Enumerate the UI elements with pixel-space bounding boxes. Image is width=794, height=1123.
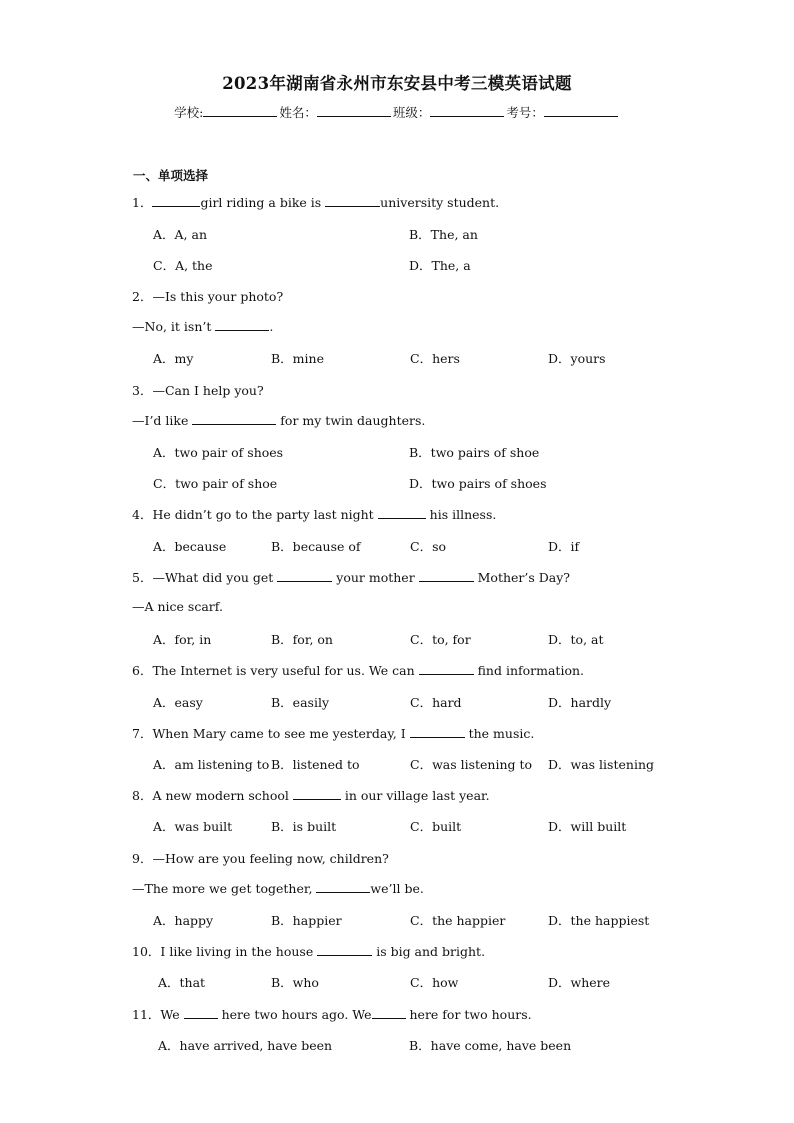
answer-blank xyxy=(293,787,341,800)
option-b[interactable]: B．is built xyxy=(271,819,337,834)
question-text: girl riding a bike is xyxy=(200,195,326,210)
answer-blank xyxy=(152,194,200,207)
student-info-line xyxy=(0,103,794,121)
reply-text: —No, it isn’t xyxy=(132,319,216,334)
question-1 xyxy=(132,193,499,211)
question-text: is big and bright. xyxy=(372,944,486,959)
option-c[interactable]: C．the happier xyxy=(410,913,506,928)
option-b[interactable]: B．The, an xyxy=(409,227,478,242)
option-c[interactable]: C．to, for xyxy=(410,632,471,647)
question-6 xyxy=(132,661,584,679)
option-a[interactable]: A．two pair of shoes xyxy=(153,445,284,460)
answer-blank xyxy=(410,725,465,738)
question-4 xyxy=(132,505,496,523)
option-c[interactable]: C．was listening to xyxy=(410,757,533,772)
question-text: 11．We xyxy=(132,1007,184,1022)
question-3-reply xyxy=(132,412,425,428)
question-9: 9．—How are you feeling now, children? xyxy=(132,851,389,866)
page-title: 2023年湖南省永州市东安县中考三模英语试题 xyxy=(222,74,572,93)
option-a[interactable]: A．am listening to xyxy=(153,757,270,772)
option-c[interactable]: C．how xyxy=(410,975,459,990)
reply-text: we’ll be. xyxy=(370,881,424,896)
option-d[interactable]: D．the happiest xyxy=(548,913,650,928)
reply-text: —I’d like xyxy=(132,413,193,428)
option-c[interactable]: C．so xyxy=(410,539,447,554)
option-a[interactable]: A．A, an xyxy=(153,227,208,242)
class-label: 班级： xyxy=(392,105,431,120)
question-text: Mother’s Day? xyxy=(473,570,571,585)
school-label: 学校: xyxy=(174,105,204,120)
option-c[interactable]: C．hers xyxy=(410,351,460,366)
option-d[interactable]: D．if xyxy=(548,539,580,554)
answer-blank xyxy=(192,412,276,425)
option-c[interactable]: C．two pair of shoe xyxy=(153,476,278,491)
reply-text: —The more we get together, xyxy=(132,881,317,896)
option-d[interactable]: D．will built xyxy=(548,819,627,834)
question-3: 3．—Can I help you? xyxy=(132,383,264,398)
option-b[interactable]: B．listened to xyxy=(271,757,360,772)
question-text: 5．—What did you get xyxy=(132,570,278,585)
question-text: 7．When Mary came to see me yesterday, I xyxy=(132,726,410,741)
option-b[interactable]: B．easily xyxy=(271,695,330,710)
option-a[interactable]: A．was built xyxy=(153,819,233,834)
question-text: your mother xyxy=(332,570,419,585)
option-a[interactable]: A．happy xyxy=(153,913,214,928)
answer-blank xyxy=(325,194,380,207)
question-text: 4．He didn’t go to the party last night xyxy=(132,507,378,522)
option-b[interactable]: B．have come, have been xyxy=(409,1038,572,1053)
question-text: 10．I like living in the house xyxy=(132,944,318,959)
option-d[interactable]: D．The, a xyxy=(409,258,471,273)
option-a[interactable]: A．because xyxy=(153,539,227,554)
reply-text: for my twin daughters. xyxy=(276,413,426,428)
name-label: 姓名： xyxy=(279,105,317,120)
question-8 xyxy=(132,786,490,804)
question-text: the music. xyxy=(464,726,535,741)
answer-blank xyxy=(317,943,372,956)
question-text: 6．The Internet is very useful for us. We can xyxy=(132,663,419,678)
question-text: university student. xyxy=(380,195,500,210)
number-label: 考号： xyxy=(506,105,544,120)
option-b[interactable]: B．mine xyxy=(271,351,324,366)
question-2: 2．—Is this your photo? xyxy=(132,289,284,304)
question-9-reply xyxy=(132,880,424,896)
answer-blank xyxy=(184,1006,218,1019)
question-number: 1． xyxy=(132,195,153,210)
option-b[interactable]: B．two pairs of shoe xyxy=(409,445,540,460)
option-a[interactable]: A．for, in xyxy=(153,632,212,647)
option-b[interactable]: B．who xyxy=(271,975,319,990)
question-5 xyxy=(132,568,570,586)
question-10 xyxy=(132,942,485,960)
option-b[interactable]: B．for, on xyxy=(271,632,333,647)
question-text: here for two hours. xyxy=(405,1007,532,1022)
answer-blank xyxy=(419,569,474,582)
option-b[interactable]: B．happier xyxy=(271,913,342,928)
question-text: find information. xyxy=(473,663,584,678)
question-2-reply: —No, it isn’t . xyxy=(132,319,274,334)
name-field[interactable] xyxy=(317,103,391,117)
option-a[interactable]: A．have arrived, have been xyxy=(158,1038,333,1053)
option-d[interactable]: D．to, at xyxy=(548,632,604,647)
option-d[interactable]: D．two pairs of shoes xyxy=(409,476,547,491)
option-d[interactable]: D．where xyxy=(548,975,611,990)
question-5-reply: —A nice scarf. xyxy=(132,599,223,614)
option-d[interactable]: D．hardly xyxy=(548,695,612,710)
option-a[interactable]: A．that xyxy=(158,975,206,990)
answer-blank xyxy=(215,318,269,331)
option-d[interactable]: D．yours xyxy=(548,351,606,366)
school-field[interactable] xyxy=(203,103,277,117)
answer-blank xyxy=(378,506,426,519)
option-c[interactable]: C．A, the xyxy=(153,258,213,273)
question-text: 8．A new modern school xyxy=(132,788,293,803)
question-text: here two hours ago. We xyxy=(217,1007,372,1022)
option-c[interactable]: C．built xyxy=(410,819,462,834)
option-a[interactable]: A．easy xyxy=(153,695,203,710)
question-11 xyxy=(132,1005,532,1023)
option-b[interactable]: B．because of xyxy=(271,539,361,554)
question-7 xyxy=(132,724,534,742)
question-text: his illness. xyxy=(425,507,497,522)
option-d[interactable]: D．was listening xyxy=(548,757,654,772)
answer-blank xyxy=(372,1006,406,1019)
answer-blank xyxy=(419,662,474,675)
answer-blank xyxy=(277,569,332,582)
number-field[interactable] xyxy=(544,103,618,117)
question-text: in our village last year. xyxy=(340,788,490,803)
option-c[interactable]: C．hard xyxy=(410,695,462,710)
option-a[interactable]: A．my xyxy=(153,351,194,366)
answer-blank xyxy=(316,880,370,893)
section-title: 一、单项选择 xyxy=(133,168,209,183)
class-field[interactable] xyxy=(430,103,504,117)
